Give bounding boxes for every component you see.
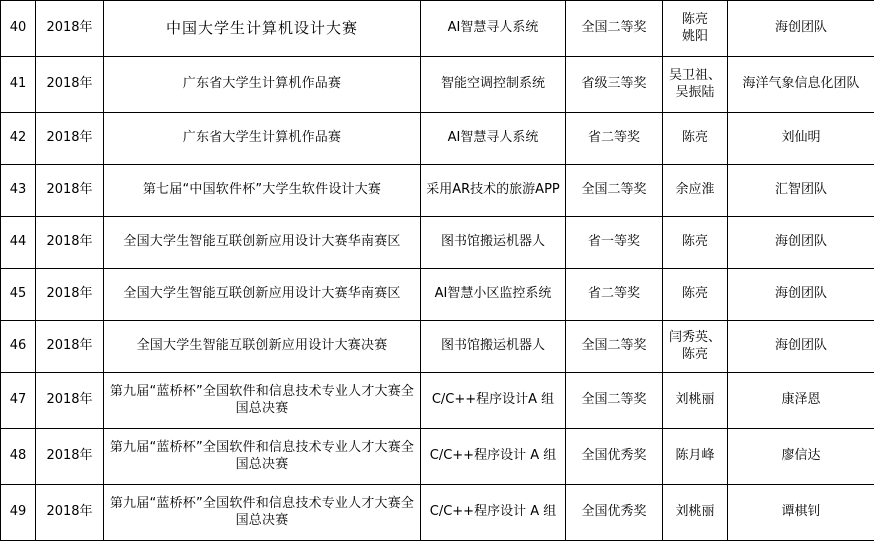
table-row [1, 113, 874, 165]
table-row [1, 217, 874, 269]
cell-年份: 2018年 [36, 165, 104, 217]
cell-参赛团队: 汇智团队 [728, 165, 874, 217]
cell-序号: 42 [1, 113, 36, 165]
cell-作品名称: C/C++程序设计 A 组 [421, 485, 566, 541]
table-row [1, 373, 874, 429]
cell-年份: 2018年 [36, 113, 104, 165]
cell-作品名称: AI智慧小区监控系统 [421, 269, 566, 321]
cell-竞赛名称: 广东省大学生计算机作品赛 [104, 113, 421, 165]
table-row [1, 1, 874, 57]
cell-序号: 44 [1, 217, 36, 269]
cell-作品名称: 智能空调控制系统 [421, 57, 566, 113]
cell-作品名称: 采用AR技术的旅游APP [421, 165, 566, 217]
cell-指导教师: 闫秀英、 陈亮 [663, 321, 728, 373]
cell-竞赛名称: 全国大学生智能互联创新应用设计大赛华南赛区 [104, 269, 421, 321]
cell-年份: 2018年 [36, 57, 104, 113]
cell-获奖等级: 省二等奖 [566, 113, 663, 165]
table-row [1, 321, 874, 373]
table-row [1, 57, 874, 113]
cell-指导教师: 陈亮 [663, 269, 728, 321]
cell-指导教师: 陈月峰 [663, 429, 728, 485]
cell-作品名称: AI智慧寻人系统 [421, 1, 566, 57]
cell-竞赛名称: 全国大学生智能互联创新应用设计大赛决赛 [104, 321, 421, 373]
cell-作品名称: 图书馆搬运机器人 [421, 321, 566, 373]
cell-参赛团队: 海创团队 [728, 269, 874, 321]
cell-竞赛名称: 第九届“蓝桥杯”全国软件和信息技术专业人才大赛全国总决赛 [104, 429, 421, 485]
cell-参赛团队: 海创团队 [728, 1, 874, 57]
cell-获奖等级: 全国二等奖 [566, 321, 663, 373]
table-row [1, 165, 874, 217]
table-body [1, 1, 874, 541]
cell-竞赛名称: 第九届“蓝桥杯”全国软件和信息技术专业人才大赛全国总决赛 [104, 485, 421, 541]
table-row [1, 485, 874, 541]
cell-参赛团队: 刘仙明 [728, 113, 874, 165]
cell-获奖等级: 全国优秀奖 [566, 429, 663, 485]
cell-获奖等级: 省一等奖 [566, 217, 663, 269]
cell-序号: 48 [1, 429, 36, 485]
cell-指导教师: 陈亮 [663, 217, 728, 269]
cell-作品名称: AI智慧寻人系统 [421, 113, 566, 165]
cell-序号: 43 [1, 165, 36, 217]
cell-年份: 2018年 [36, 485, 104, 541]
cell-获奖等级: 全国优秀奖 [566, 485, 663, 541]
cell-序号: 41 [1, 57, 36, 113]
cell-竞赛名称: 全国大学生智能互联创新应用设计大赛华南赛区 [104, 217, 421, 269]
cell-获奖等级: 全国二等奖 [566, 1, 663, 57]
cell-竞赛名称: 中国大学生计算机设计大赛 [104, 1, 421, 57]
cell-竞赛名称: 广东省大学生计算机作品赛 [104, 57, 421, 113]
cell-年份: 2018年 [36, 373, 104, 429]
cell-获奖等级: 全国二等奖 [566, 373, 663, 429]
cell-参赛团队: 海洋气象信息化团队 [728, 57, 874, 113]
cell-指导教师: 余应淮 [663, 165, 728, 217]
cell-获奖等级: 省级三等奖 [566, 57, 663, 113]
cell-指导教师: 刘桃丽 [663, 485, 728, 541]
cell-参赛团队: 海创团队 [728, 321, 874, 373]
cell-获奖等级: 省二等奖 [566, 269, 663, 321]
cell-参赛团队: 海创团队 [728, 217, 874, 269]
cell-指导教师: 吴卫祖、 吴振陆 [663, 57, 728, 113]
cell-参赛团队: 康泽恩 [728, 373, 874, 429]
cell-年份: 2018年 [36, 217, 104, 269]
cell-获奖等级: 全国二等奖 [566, 165, 663, 217]
table-row [1, 429, 874, 485]
cell-序号: 45 [1, 269, 36, 321]
cell-参赛团队: 廖信达 [728, 429, 874, 485]
cell-序号: 46 [1, 321, 36, 373]
cell-指导教师: 刘桃丽 [663, 373, 728, 429]
cell-竞赛名称: 第九届“蓝桥杯”全国软件和信息技术专业人才大赛全国总决赛 [104, 373, 421, 429]
cell-竞赛名称: 第七届“中国软件杯”大学生软件设计大赛 [104, 165, 421, 217]
cell-指导教师: 陈亮 姚阳 [663, 1, 728, 57]
cell-参赛团队: 谭棋钊 [728, 485, 874, 541]
cell-序号: 40 [1, 1, 36, 57]
cell-序号: 49 [1, 485, 36, 541]
cell-年份: 2018年 [36, 1, 104, 57]
cell-作品名称: 图书馆搬运机器人 [421, 217, 566, 269]
cell-年份: 2018年 [36, 429, 104, 485]
cell-指导教师: 陈亮 [663, 113, 728, 165]
cell-年份: 2018年 [36, 269, 104, 321]
table-row [1, 269, 874, 321]
cell-年份: 2018年 [36, 321, 104, 373]
cell-作品名称: C/C++程序设计A 组 [421, 373, 566, 429]
cell-作品名称: C/C++程序设计 A 组 [421, 429, 566, 485]
cell-序号: 47 [1, 373, 36, 429]
